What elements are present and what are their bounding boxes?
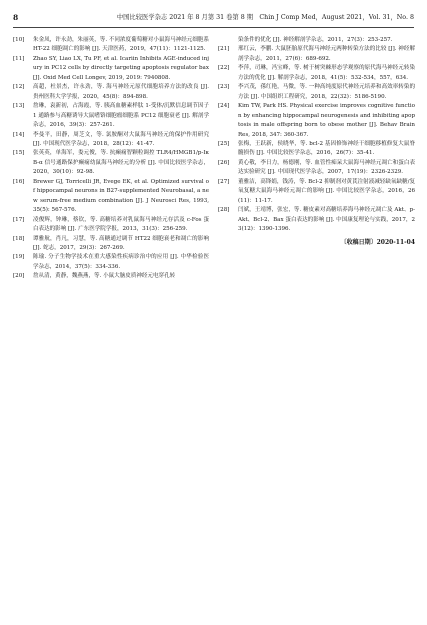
references-right-column xyxy=(218,36,415,247)
received-date: 〔收稿日期〕2020-11-04 xyxy=(340,238,415,246)
reference-text: 张梅，王跃新，侯晓华，等. bcl-2 基因修饰神经干细胞移植修复大鼠脊髓损伤 [J]. 中国比较医学杂志，2016，26(7)：35-41. xyxy=(238,140,415,157)
reference-number: [22] xyxy=(218,65,230,72)
reference-entry xyxy=(13,83,209,102)
reference-entry xyxy=(13,102,209,130)
reference-number: [23] xyxy=(218,84,230,91)
reference-entry xyxy=(218,45,415,64)
references-left-column xyxy=(13,36,209,282)
reference-entry xyxy=(13,272,209,281)
reference-number: [20] xyxy=(13,273,25,280)
reference-text: 董雅洁，高锋娟，钱涛，等. Bcl-2 抑制剂对黄芪注射液减轻缺氧缺糖/复氧复糖大鼠海马神经元凋亡的影响 [J]. 中国比较医学杂志，2016，26(11)：11-17. xyxy=(238,178,415,204)
reference-text: Zhao SY, Liao LX, Tu PF, et al. Icariin Inhibits AGE-induced injury in PC12 cells by directly targeting apoptosis regulator bax [J]. Oxid Med Cell Longev, 2019, 2019: 7940808. xyxy=(33,55,209,81)
reference-entry xyxy=(218,140,415,159)
reference-entry xyxy=(218,64,415,83)
reference-number: [14] xyxy=(13,131,25,138)
reference-number: [15] xyxy=(13,150,25,157)
reference-number: [18] xyxy=(13,235,25,242)
header-rule xyxy=(13,27,414,28)
reference-text: 谭雅航，肖凡，习慧，等. 高糖通过调节 HT22 细胞衰老和凋亡的影响 [J]. 蛇志，2017，29(3)：267-269. xyxy=(33,235,209,251)
reference-entry xyxy=(13,216,209,235)
running-header xyxy=(13,11,414,25)
reference-entry xyxy=(13,131,209,150)
reference-entry xyxy=(218,206,415,234)
reference-number: [28] xyxy=(218,207,230,214)
reference-entry xyxy=(13,253,209,272)
reference-number: [13] xyxy=(13,103,25,110)
reference-entry xyxy=(13,235,209,254)
reference-text: 陈瑜. 分子生物学技术在重大感染性疾病诊治中的应用 [J]. 中华检验医学杂志，2014，37(5)：334-336. xyxy=(33,254,209,270)
reference-text: 邢红云，李鹏. 大鼠胚胎原代海马神经元两种转染方法的比较 [J]. 神经解剖学杂志，2011，27(6)：689-692. xyxy=(238,46,415,62)
reference-text: 闫斌，王靖博，张宏，等. 糖皮素对高糖培养海马神经元凋亡及 Akt、p-Akt、Bcl-2、Bax 蛋白表达的影响 [J]. 中国康复理论与实践，2017，23(12)：1390-1396. xyxy=(238,207,415,233)
page-number: 8 xyxy=(13,13,19,23)
reference-number: [25] xyxy=(218,140,230,147)
journal-citation: 中国比较医学杂志 2021 年 8 月第 31 卷第 8 期 Chin J Comp Med，August 2021，Vol. 31，No. 8 xyxy=(116,13,414,21)
reference-entry xyxy=(218,159,415,178)
reference-number: [24] xyxy=(218,103,230,110)
reference-number: [21] xyxy=(218,46,230,53)
reference-number: [17] xyxy=(13,216,25,223)
reference-entry xyxy=(218,83,415,102)
reference-text: 高超，杜景杰，许永劲，等. 海马神经元原代细胞培养方法的改良 [J]. 贵州医科大学学报，2020，45(8)：894-898. xyxy=(33,84,209,100)
reference-entry xyxy=(13,55,209,83)
reference-text: 李曼平，田静，周芝文，等. 氯胺酮对大鼠海马神经元的保护作用研究 [J]. 中国现代医学杂志，2018，28(12)：41-47. xyxy=(33,131,209,147)
reference-number: [26] xyxy=(218,159,230,166)
reference-text: Kim TW, Park HS. Physical exercise improves cognitive function by enhancing hippocampal neurogenesis and inhibiting apoptosis in male offspring born to obese mother [J]. Behav Brain Res, 2018, 347: 360-367. xyxy=(238,103,415,138)
reference-entry xyxy=(13,36,209,55)
reference-number: [27] xyxy=(218,178,230,185)
reference-entry xyxy=(218,102,415,140)
reference-entry xyxy=(13,149,209,177)
reference-text: 詹琳，袁新初，占海霞，等. 胰高血糖素样肽 1-受体/沉默信息调节因子 1 通路参与高糖诱导大鼠嗜铬细胞瘤细胞系 PC12 细胞衰老 [J]. 解剖学杂志，2016，39(3)：257-261. xyxy=(33,103,209,129)
reference-number: [16] xyxy=(13,178,25,185)
reference-number: [11] xyxy=(13,55,25,62)
reference-entry xyxy=(13,178,209,216)
reference-text: 李兴茂，孫红艳，马微，等. 一种高纯度原代神经元培养和高效率转染的方法 [J]. 中国组织工程研究，2018，22(32)：5186-5190. xyxy=(238,84,415,100)
reference-number: [19] xyxy=(13,254,25,261)
reference-entry xyxy=(218,36,415,45)
reference-text: 李萍，司琳，冯宝峰，等. 树于树突棘形态学观察的原代海马神经元转染方法的优化 [J]. 解剖学杂志，2018，41(5)：532-534，557，634. xyxy=(238,65,415,81)
reference-entry xyxy=(218,178,415,206)
reference-number: [12] xyxy=(13,84,25,91)
reference-text: Brewer GJ, Torricelli JR, Evege EK, et al. Optimized survival of hippocampal neurons in B27-supplemented Neurobasal, a new serum-free medium combination [J]. J Neurosci Res, 1993, 35(5): 567-576. xyxy=(33,178,209,214)
reference-text: 张英英，单海军，娄元俊，等. 抗癫痫智颗粒调控 TLR4/HMGB1/p-IκB-α 信号通路保护癫痫幼鼠海马神经元的分析 [J]. 中国比较医学杂志，2020，30(10)：92-98. xyxy=(33,150,209,176)
reference-number: [10] xyxy=(13,37,25,43)
reference-text: 朱金凤，许永劲，朱丽英，等. 不同浓度葡萄糖对小鼠海马神经元细胞系 HT-22 细胞凋亡的影响 [J]. 天津医药，2019，47(11)：1121-1125. xyxy=(33,37,209,53)
reference-text: 凌俊辉，钟琳，蔡钦，等. 高糖培养对乳鼠海马神经元存活及 c-Fos 蛋白表达的影响 [J]. 广东医学院学报，2013，31(3)：256-259. xyxy=(33,216,209,233)
reference-text: 黄心敬，李日力，杨德刚，等. 血管性痴呆大鼠海马神经元凋亡和蛋白表达实验研究 [J]. 中国现代医学杂志，2007，17(19)：2326-2329. xyxy=(238,159,415,176)
reference-text: 詹从清，黄静，魏燕燕，等. 小鼠大脑皮质神经元电穿孔转 xyxy=(33,273,176,280)
reference-text: 染条件的优化 [J]. 神经解剖学杂志，2011，27(3)：253-257. xyxy=(238,37,393,43)
